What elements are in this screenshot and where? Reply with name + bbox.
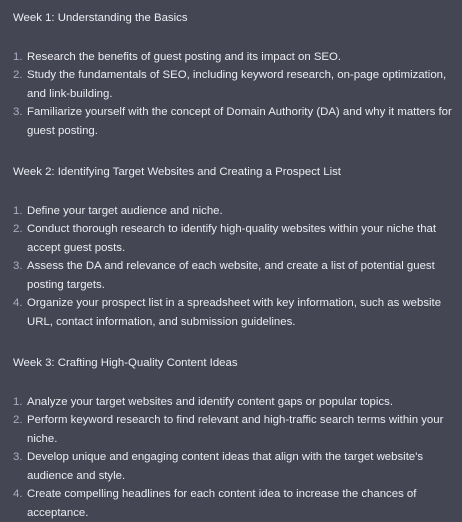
list-item [13,294,452,331]
list-item [13,202,452,221]
list-item-text: Analyze your target websites and identify content gaps or popular topics. [27,393,452,412]
list-item [13,48,452,67]
list-item-number: 3. [13,448,27,467]
week-1-section [13,9,452,140]
week-3-task-list [13,393,452,522]
week-3-section [13,354,452,522]
list-item-number: 1. [13,393,27,412]
list-item-text: Develop unique and engaging content ideas that align with the target website's audience and style. [27,448,452,485]
list-item [13,485,452,522]
list-item-number: 2. [13,220,27,239]
week-3-heading: Week 3: Crafting High-Quality Content Ideas [13,354,452,373]
week-2-heading: Week 2: Identifying Target Websites and Creating a Prospect List [13,163,452,182]
week-2-task-list [13,202,452,332]
list-item [13,393,452,412]
list-item-text: Perform keyword research to find relevant and high-traffic search terms within your niche. [27,411,452,448]
list-item [13,411,452,448]
list-item-number: 3. [13,103,27,122]
list-item [13,66,452,103]
week-2-section [13,163,452,331]
list-item-number: 3. [13,257,27,276]
list-item-number: 2. [13,66,27,85]
list-item-number: 2. [13,411,27,430]
list-item-text: Define your target audience and niche. [27,202,452,221]
list-item-number: 1. [13,202,27,221]
list-item [13,220,452,257]
list-item-number: 4. [13,485,27,504]
week-1-heading: Week 1: Understanding the Basics [13,9,452,28]
list-item-number: 1. [13,48,27,67]
list-item [13,448,452,485]
list-item [13,257,452,294]
list-item-text: Assess the DA and relevance of each website, and create a list of potential guest posting targets. [27,257,452,294]
list-item-text: Research the benefits of guest posting and its impact on SEO. [27,48,452,67]
list-item-text: Study the fundamentals of SEO, including keyword research, on-page optimization, and link-building. [27,66,452,103]
list-item [13,103,452,140]
list-item-number: 4. [13,294,27,313]
list-item-text: Conduct thorough research to identify high-quality websites within your niche that accept guest posts. [27,220,452,257]
list-item-text: Create compelling headlines for each content idea to increase the chances of acceptance. [27,485,452,522]
list-item-text: Familiarize yourself with the concept of Domain Authority (DA) and why it matters for guest posting. [27,103,452,140]
list-item-text: Organize your prospect list in a spreadsheet with key information, such as website URL, contact information, and submission guidelines. [27,294,452,331]
week-1-task-list [13,48,452,141]
